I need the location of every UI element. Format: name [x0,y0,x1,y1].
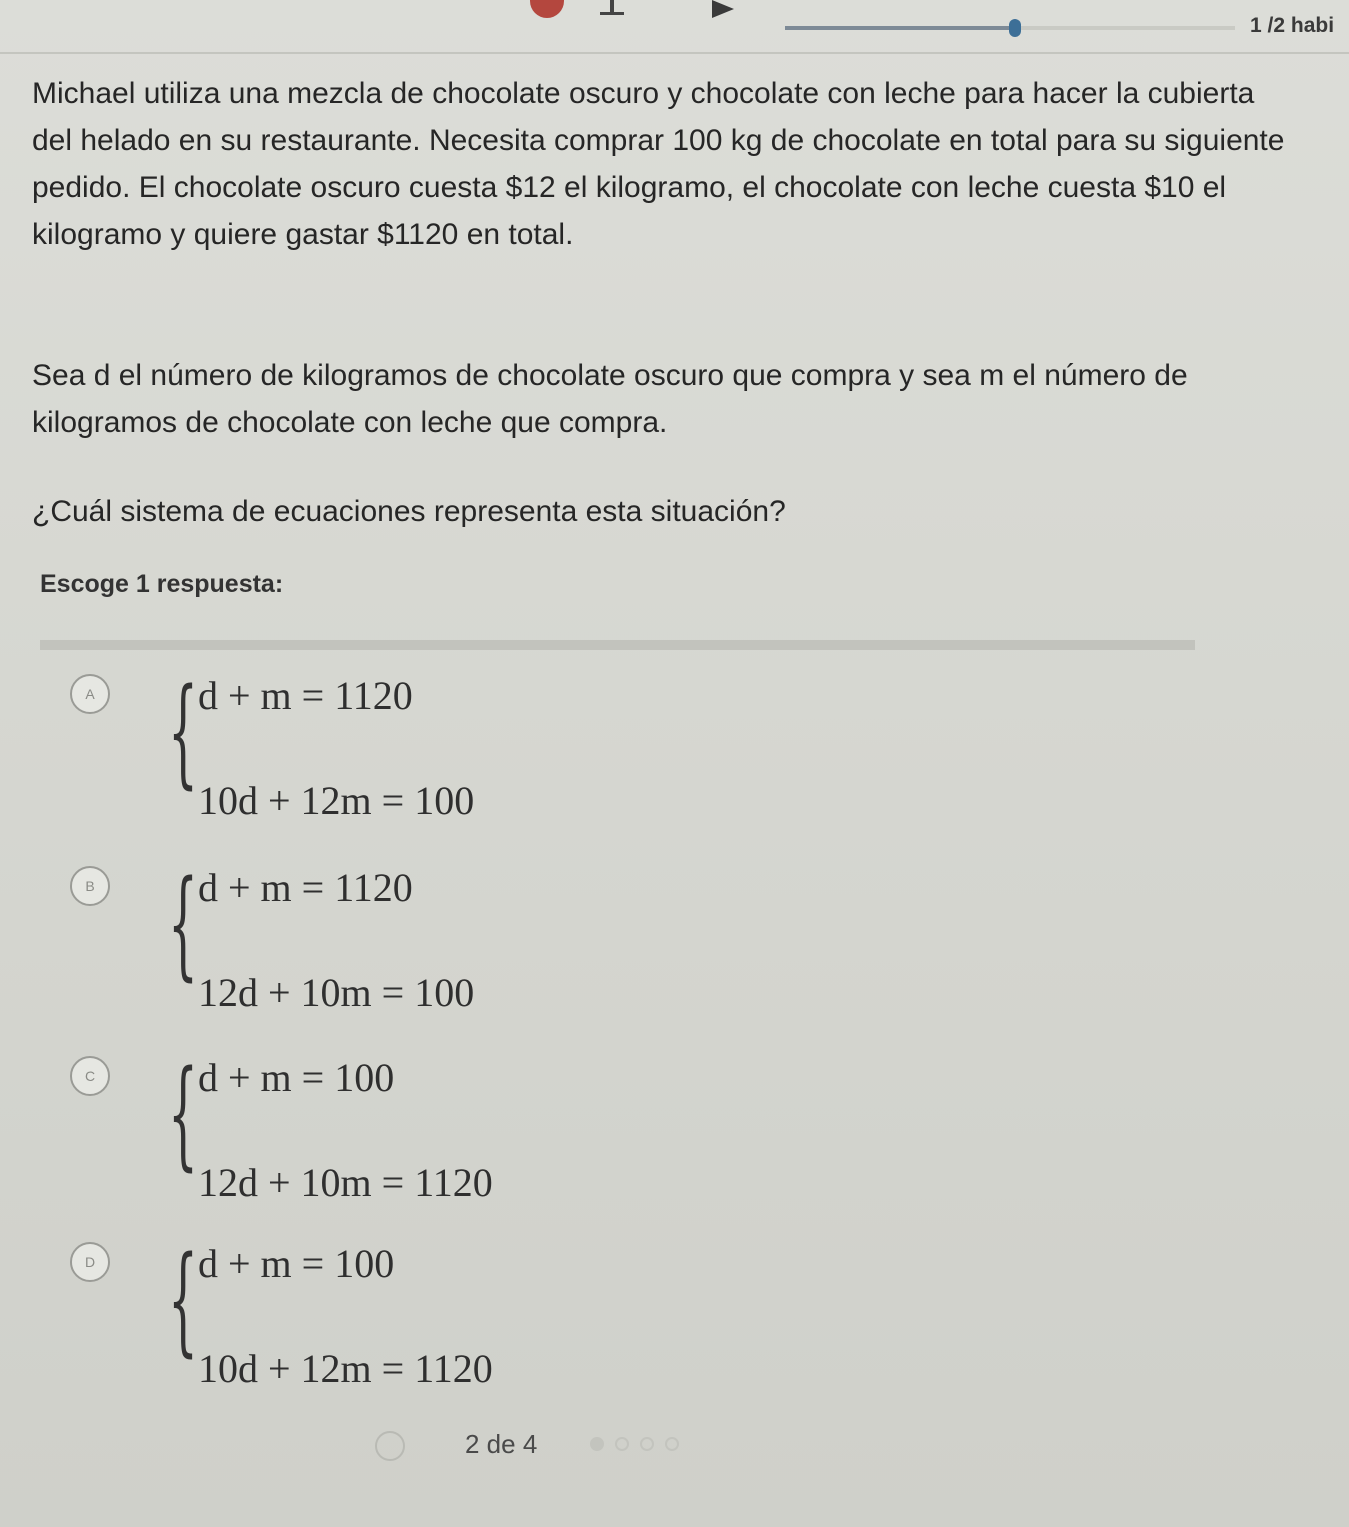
choice-d-equation-1: d + m = 100 [198,1241,395,1286]
question-counter: 1 /2 habi [1250,14,1335,37]
video-progress-bar[interactable] [785,26,1235,30]
cursor-icon[interactable] [600,0,624,14]
record-icon[interactable] [530,0,564,18]
choice-a-equation-1: d + m = 1120 [198,673,413,718]
choice-d-equation-2: 10d + 12m = 1120 [198,1346,493,1391]
refresh-icon[interactable] [375,1431,405,1461]
choice-b[interactable] [70,854,770,1024]
choice-c-equation-1: d + m = 100 [198,1055,395,1100]
radio-button-a[interactable]: A [70,674,110,714]
choice-b-equation-1: d + m = 1120 [198,865,413,910]
choice-b-equation-2: 12d + 10m = 100 [198,970,475,1015]
progress-knob[interactable] [1009,19,1021,37]
page-dot-1[interactable] [590,1437,604,1451]
page-dot-3[interactable] [640,1437,654,1451]
play-icon[interactable] [712,0,734,18]
header-divider [0,52,1349,54]
question-text: ¿Cuál sistema de ecuaciones representa esta situación? [32,495,786,528]
problem-paragraph: Michael utiliza una mezcla de chocolate oscuro y chocolate con leche para hacer la cubierta del helado en su restaurante. Necesita comprar 100 kg de chocolate en total para su siguiente pedido. El chocolate oscuro cuesta $12 el kilogramo, el chocolate con leche cuesta $10 el kilogramo y quiere gastar $1120 en total. [32,77,1285,251]
page-indicator: 2 de 4 [465,1429,538,1459]
brace-icon: { [168,854,199,992]
variable-definition: Sea d el número de kilogramos de chocolate oscuro que compra y sea m el número de kilogramos de chocolate con leche que compra. [32,359,1188,439]
pager [375,1425,775,1465]
choice-c-equation-2: 12d + 10m = 1120 [198,1160,493,1205]
choice-d[interactable] [70,1230,770,1400]
radio-button-d[interactable]: D [70,1242,110,1282]
choices-divider [40,640,1195,650]
brace-icon: { [168,662,199,800]
radio-button-c[interactable]: C [70,1056,110,1096]
page-dot-4[interactable] [665,1437,679,1451]
radio-button-b[interactable]: B [70,866,110,906]
page-dot-2[interactable] [615,1437,629,1451]
choice-a[interactable] [70,662,770,832]
brace-icon: { [168,1230,199,1368]
answer-prompt: Escoge 1 respuesta: [40,570,284,598]
choice-c[interactable] [70,1044,770,1214]
video-progress-fill [785,26,1015,30]
top-toolbar [0,0,1349,56]
choice-a-equation-2: 10d + 12m = 100 [198,778,475,823]
brace-icon: { [168,1044,199,1182]
